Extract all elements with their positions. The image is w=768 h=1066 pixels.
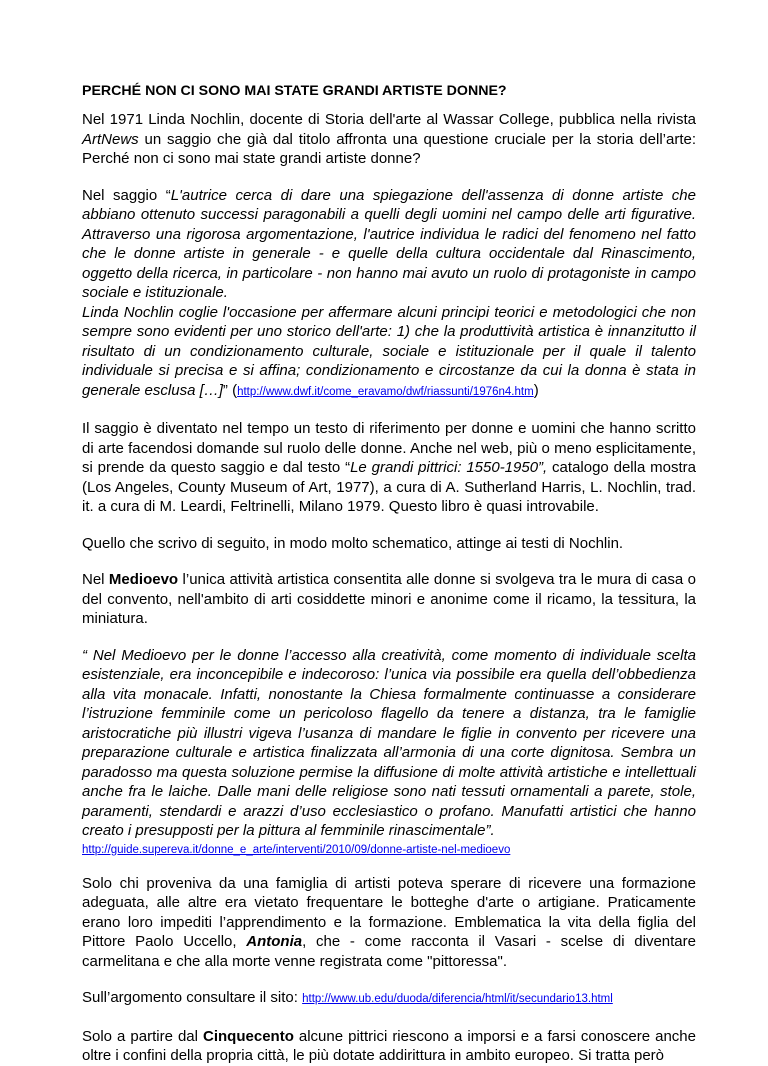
quote-text: “ Nel Medioevo per le donne l’accesso alla creatività, come momento di individuale scelta esistenziale, era inconcepibile e indecoroso: l’unica via possibile era quella dell’obbedienza alla vita monacale. Infatti, nonostante la Chiesa formalmente continuasse a considerare l’istruzione femminile come un pericoloso flagello da tenere a distanza, tra le famiglie aristocratiche più illustri vigeva l’usanza di mandare le figlie in convento per ricevere una preparazione culturale e artistica finalizzata all’armonia di una corte dignitosa. Sembra un paradosso ma questa soluzione permise la diffusione di molte attività artistiche e intellettuali anche fra le laiche. Dalle mani delle religiose sono nati tessuti ornamentali a parete, stole, paramenti, stendardi e arazzi d’uso ecclesiastico o profano. Manufatti artistici che hanno creato i presupposti per la pittura al femminile rinascimentale”. — [82, 646, 696, 839]
essay-text: Il saggio è diventato nel tempo un testo di riferimento per donne e uomini che hanno scritto di arte facendosi domande sul ruolo delle donne. Anche nel web, più o meno esplicitamente, si prende da questo saggio e dal testo “ — [82, 420, 696, 476]
dwf-link[interactable]: http://www.dwf.it/come_eravamo/dwf/riassunti/1976n4.htm — [237, 385, 534, 398]
antonia-text-cont: , che - come racconta il Vasari - scelse di diventare carmelitana e che alla morte venne registrata come "pittoressa". — [82, 933, 696, 970]
paren-close: ) — [533, 381, 539, 399]
quote-close: ” ( — [222, 381, 238, 399]
medioevo-text: Nel — [82, 571, 109, 588]
supereva-link[interactable]: http://guide.supereva.it/donne_e_arte/interventi/2010/09/donne-artiste-nel-medioevo — [82, 843, 511, 856]
quote-text: L'autrice cerca di dare una spiegazione dell'assenza di donne artiste che abbiano ottenuto successi paragonabili a quelli degli uomini nel campo delle arti figurative. Attraverso una rigorosa argomentazione, l'autrice individua le radici del fenomeno nel fatto che le donne artiste in generale - e quelle della cultura occidentale dal Rinascimento, oggetto della ricerca, in particolare - non hanno mai avuto un ruolo di protagoniste in campo sociale e istituzionale. — [82, 186, 696, 301]
paragraph-quote-1 — [82, 186, 696, 303]
paragraph-quote-2 — [82, 303, 696, 403]
quote-lead: Nel saggio “ — [82, 186, 171, 204]
cinquecento-text-cont: alcune pittrici riescono a imporsi e a farsi conoscere anche oltre i confini della propria città, le più dotate addirittura in ambito europeo. Si tratta però — [82, 1027, 696, 1064]
antonia-name: Antonia — [246, 933, 303, 950]
essay-text-cont: catalogo della mostra (Los Angeles, County Museum of Art, 1977), a cura di A. Sutherland Harris, L. Nochlin, trad. it. a cura di M. Leardi, Feltrinelli, Milano 1979. Questo libro è quasi introvabile. — [82, 459, 696, 515]
antonia-text: Solo chi proveniva da una famiglia di artisti poteva sperare di ricevere una formazione adeguata, alle altre era vietato frequentare le botteghe d'arte o artigiane. Praticamente erano loro impediti l’apprendimento e la formazione. Emblematica la vita della figlia del Pittore Paolo Uccello, — [82, 874, 696, 950]
cinquecento-term: Cinquecento — [203, 1027, 294, 1045]
duoda-link[interactable]: http://www.ub.edu/duoda/diferencia/html/it/secundario13.html — [302, 993, 613, 1005]
intro-text-cont: un saggio che già dal titolo affronta una questione cruciale per la storia dell’arte: Perché non ci sono mai state grandi artiste donne? — [82, 130, 696, 167]
document-title: PERCHÉ NON CI SONO MAI STATE GRANDI ARTISTE DONNE? — [82, 83, 507, 99]
paragraph-schematic: Quello che scrivo di seguito, in modo molto schematico, attinge ai testi di Nochlin. — [82, 534, 624, 552]
paragraph-essay — [82, 419, 696, 517]
journal-name: ArtNews — [82, 130, 139, 148]
paragraph-antonia — [82, 874, 696, 972]
book-title: Le grandi pittrici: 1550-1950”, — [350, 459, 548, 476]
paragraph-medioevo-quote — [82, 646, 696, 841]
paragraph-site — [82, 988, 696, 1010]
supereva-link-line — [82, 841, 696, 858]
site-text: Sull’argomento consultare il sito: — [82, 989, 303, 1006]
paragraph-cinquecento — [82, 1027, 696, 1066]
intro-text: Nel 1971 Linda Nochlin, docente di Storia dell'arte al Wassar College, pubblica nella rivista — [82, 111, 696, 128]
cinquecento-text: Solo a partire dal — [82, 1027, 204, 1045]
paragraph-intro — [82, 110, 696, 169]
quote-text: Linda Nochlin coglie l'occasione per affermare alcuni principi teorici e metodologici che non sempre sono evidenti per uno storico dell'arte: 1) che la produttività artistica è innanzitutto il risultato di un condizionamento culturale, sociale e istituzionale per il quale il talento individuale si precisa e si affina; condizionamento e circostanze da cui la donna è stata in generale esclusa […] — [82, 303, 696, 399]
paragraph-medioevo — [82, 570, 696, 629]
medioevo-text-cont: l’unica attività artistica consentita alle donne si svolgeva tra le mura di casa o del convento, nell'ambito di arti cosiddette minori e anonime come il ricamo, la tessitura, la miniatura. — [82, 571, 696, 627]
medioevo-term: Medioevo — [108, 571, 179, 588]
